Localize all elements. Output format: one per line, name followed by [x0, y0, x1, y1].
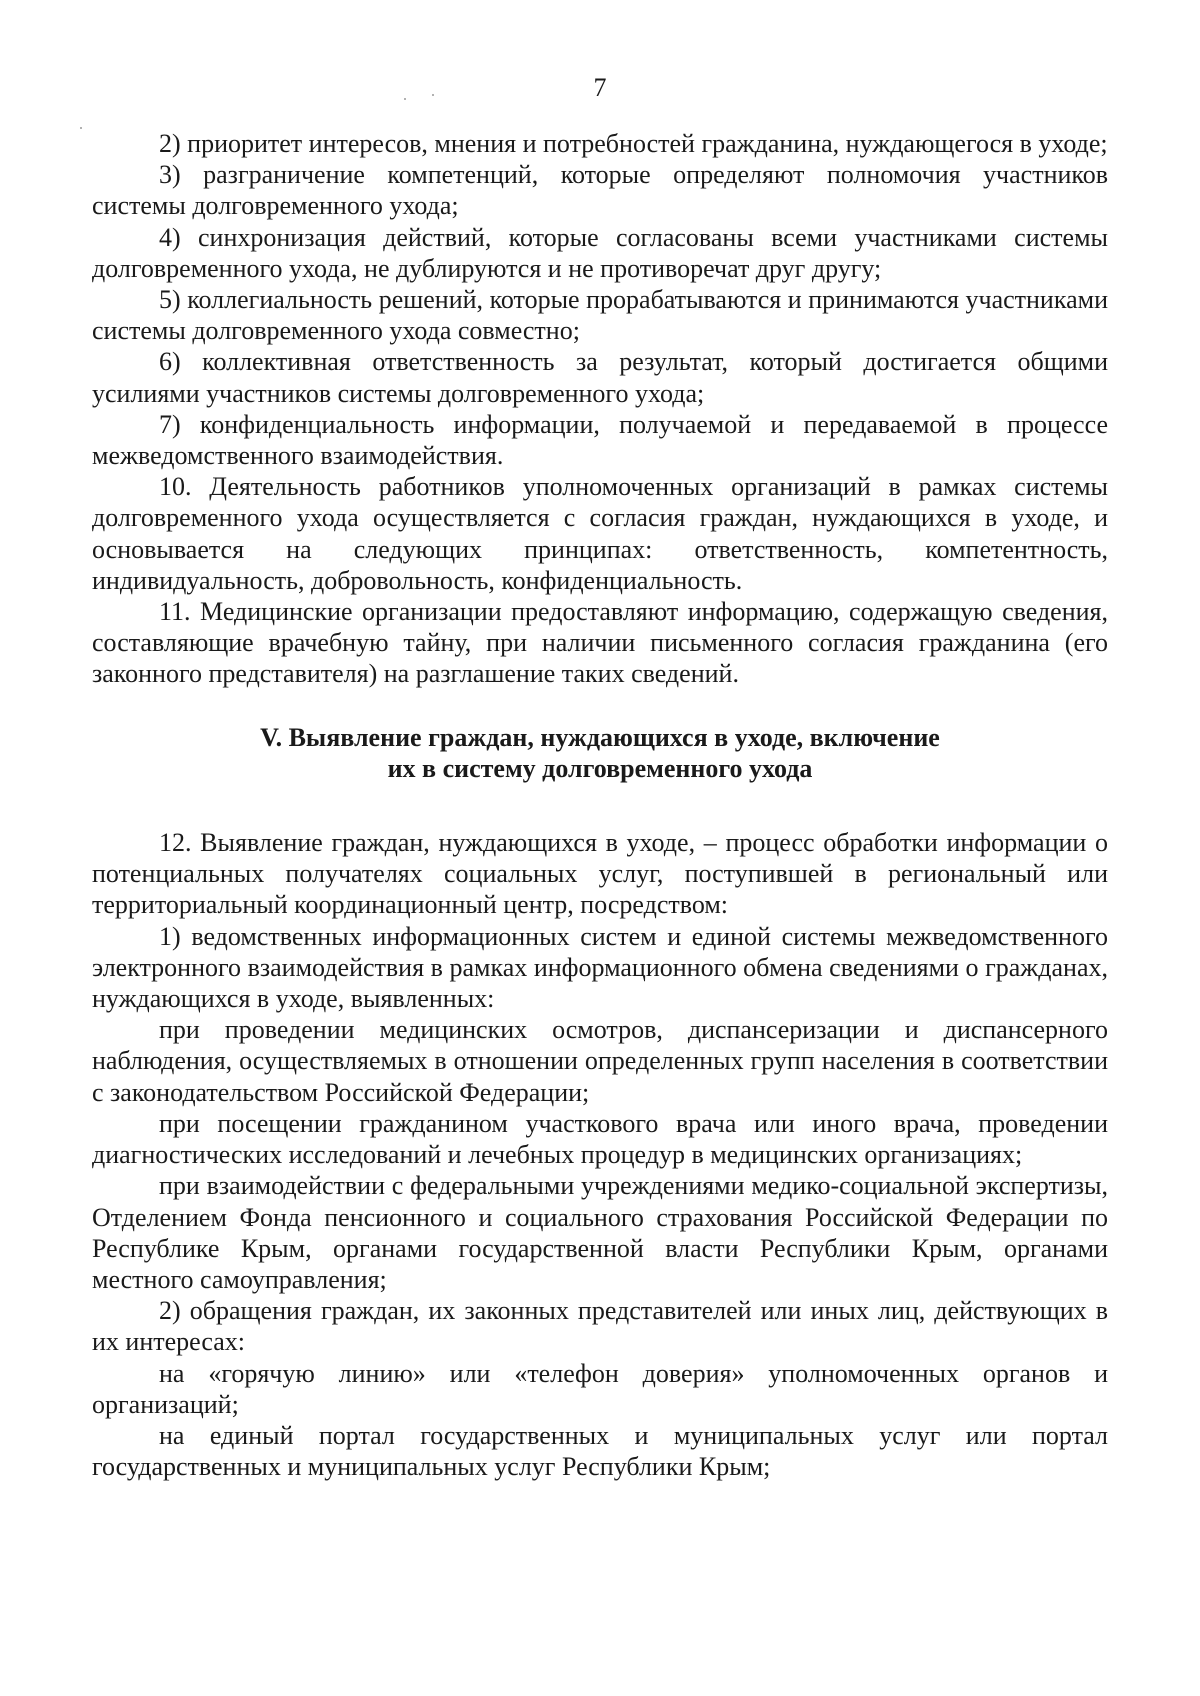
paragraph: 10. Деятельность работников уполномоченных организаций в рамках системы долговременного ухода осуществляется с согласия граждан, нуждающихся в уходе, и основывается на следующих принципах: ответственность, компетентность, индивидуальность, добровольность, конфиденциальность. [92, 472, 1108, 595]
paragraph: на единый портал государственных и муниципальных услуг или портал государственных и муниципальных услуг Республики Крым; [92, 1420, 1108, 1482]
paragraph: 7) конфиденциальность информации, получаемой и передаваемой в процессе межведомственного взаимодействия. [92, 409, 1108, 471]
section-heading-line: их в систему долговременного ухода [387, 753, 813, 783]
paragraph: 3) разграничение компетенций, которые определяют полномочия участников системы долговременного ухода; [92, 160, 1108, 221]
scan-speck [80, 127, 82, 129]
paragraph: 6) коллективная ответственность за результат, который достигается общими усилиями участников системы долговременного ухода; [92, 347, 1108, 408]
paragraph: 12. Выявление граждан, нуждающихся в уходе, – процесс обработки информации о потенциальных получателях социальных услуг, поступившей в региональный или территориальный координационный центр, посредством: [92, 828, 1108, 920]
paragraph: при взаимодействии с федеральными учреждениями медико-социальной экспертизы, Отделением Фонда пенсионного и социального страхования Российской Федерации по Республике Крым, органами государственной власти Республики Крым, органами местного самоуправления; [92, 1171, 1108, 1294]
paragraph: 2) приоритет интересов, мнения и потребностей гражданина, нуждающегося в уходе; [159, 129, 1108, 158]
paragraph: при посещении гражданином участкового врача или иного врача, проведении диагностических исследований и лечебных процедур в медицинских организациях; [92, 1108, 1108, 1170]
document-body [92, 128, 1108, 1482]
section-heading-line: V. Выявление граждан, нуждающихся в уходе, включение [260, 722, 940, 752]
page-number: 7 [593, 73, 607, 102]
paragraph: 2) обращения граждан, их законных представителей или иных лиц, действующих в их интересах: [92, 1296, 1108, 1357]
paragraph: 4) синхронизация действий, которые согласованы всеми участниками системы долговременного ухода, не дублируются и не противоречат друг другу; [92, 222, 1108, 283]
paragraph: 1) ведомственных информационных систем и единой системы межведомственного электронного взаимодействия в рамках информационного обмена сведениями о гражданах, нуждающихся в уходе, выявленных: [92, 921, 1108, 1014]
paragraph: 11. Медицинские организации предоставляют информацию, содержащую сведения, составляющие врачебную тайну, при наличии письменного согласия гражданина (его законного представителя) на разглашение таких сведений. [92, 597, 1108, 689]
paragraph: при проведении медицинских осмотров, диспансеризации и диспансерного наблюдения, осуществляемых в отношении определенных групп населения в соответствии с законодательством Российской Федерации; [92, 1015, 1108, 1107]
section-heading [92, 722, 1108, 784]
paragraph: на «горячую линию» или «телефон доверия» уполномоченных органов и организаций; [92, 1358, 1108, 1419]
paragraph: 5) коллегиальность решений, которые прорабатываются и принимаются участниками системы долговременного ухода совместно; [92, 285, 1108, 346]
